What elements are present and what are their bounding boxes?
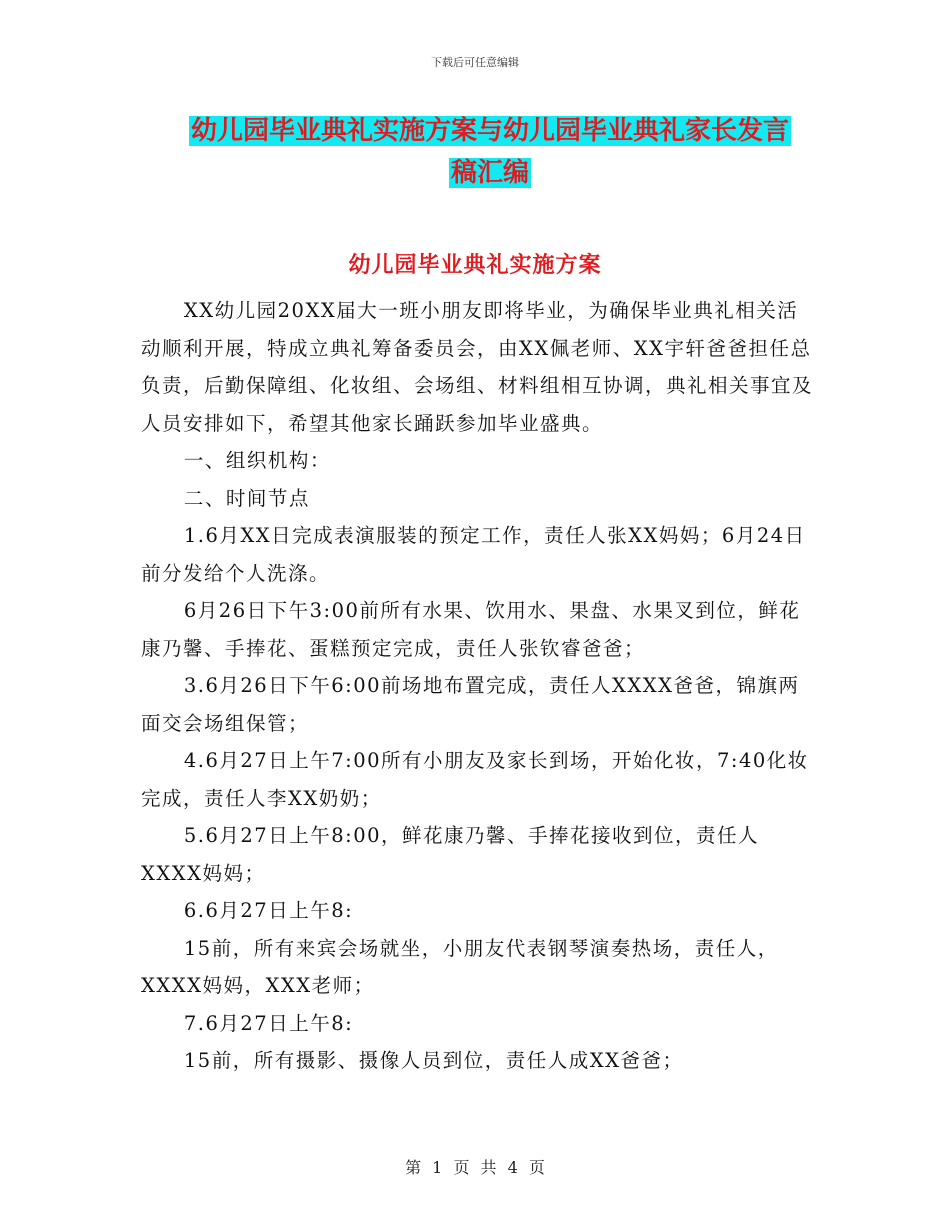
paragraph-timeline: 二、时间节点 (183, 486, 310, 510)
paragraph-item-2: 6月26日下午3:00前所有水果、饮用水、果盘、水果叉到位，鲜花康乃馨、手捧花、蛋糕预定完成，责任人张钦睿爸爸； (141, 599, 801, 660)
paragraph-item-6a: 6.6月27日上午8: (183, 899, 354, 922)
paragraph-item-1: 1.6月XX日完成表演服装的预定工作，责任人张XX妈妈；6月24日前分发给个人洗涤。 (141, 524, 806, 585)
paragraph-item-7a: 7.6月27日上午8: (183, 1011, 354, 1035)
paragraph-item-3: 3.6月26日下午6:00前场地布置完成，责任人XXXX爸爸，锦旗两面交会场组保管； (141, 674, 800, 735)
page-header-note: 下载后可任意编辑 (431, 56, 519, 69)
paragraph-intro: XX幼儿园20XX届大一班小朋友即将毕业，为确保毕业典礼相关活动顺利开展，特成立典礼筹备委员会，由XX佩老师、XX宇轩爸爸担任总负责，后勤保障组、化妆组、会场组、材料组相互协调，典礼相关事宜及人员安排如下，希望其他家长踊跃参加毕业盛典。 (141, 299, 814, 435)
paragraph-item-6b: 15前，所有来宾会场就坐，小朋友代表钢琴演奏热场，责任人，XXXX妈妈，XXX老师； (141, 936, 779, 997)
paragraph-item-5: 5.6月27日上午8:00，鲜花康乃馨、手捧花接收到位，责任人XXXX妈妈； (141, 824, 760, 885)
paragraph-item-7b: 15前，所有摄影、摄像人员到位，责任人成XX爸爸； (183, 1049, 684, 1072)
paragraph-item-4: 4.6月27日上午7:00所有小朋友及家长到场，开始化妆，7:40化妆完成，责任人李XX奶奶； (141, 749, 809, 810)
document-title-line-2: 稿汇编 (450, 158, 529, 188)
paragraph-org: 一、组织机构： (183, 449, 331, 472)
page-number-footer: 第 1 页 共 4 页 (405, 1158, 545, 1177)
document-body (141, 292, 813, 1080)
document-title-line-1: 幼儿园毕业典礼实施方案与幼儿园毕业典礼家长发言 (190, 116, 789, 146)
document-title (150, 110, 830, 194)
section-heading: 幼儿园毕业典礼实施方案 (348, 253, 602, 278)
